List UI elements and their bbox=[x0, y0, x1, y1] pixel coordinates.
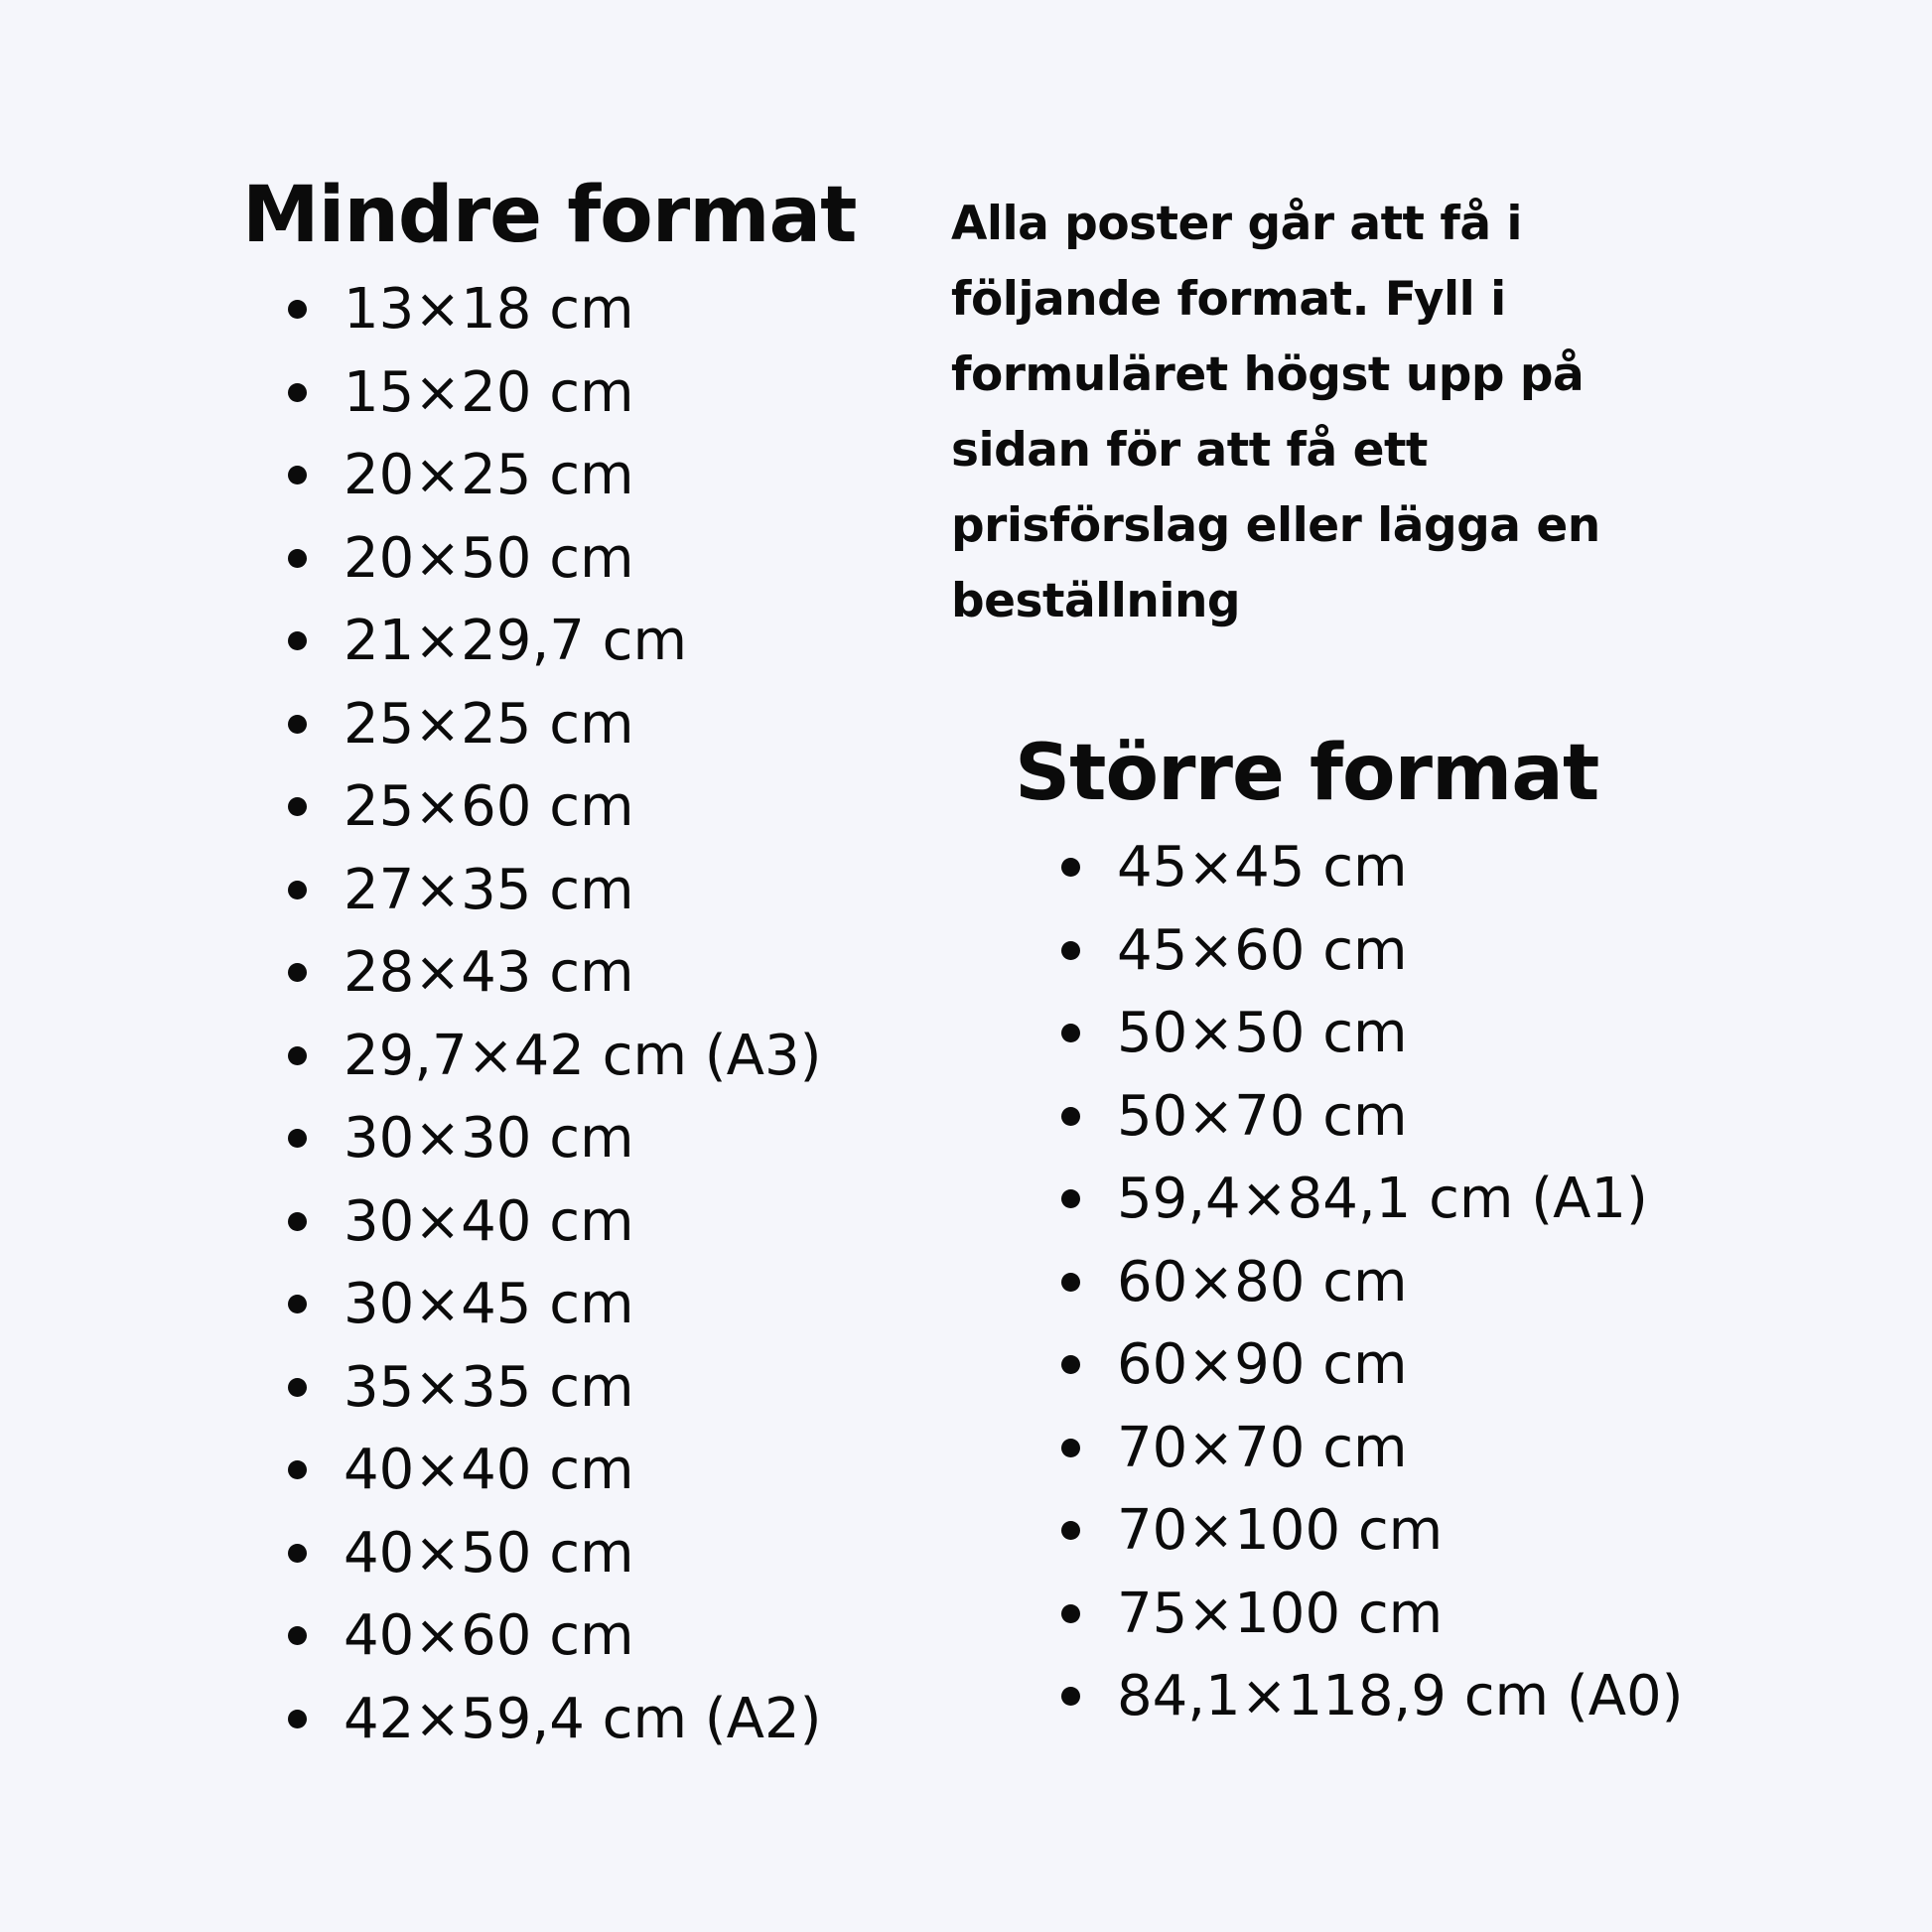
bullet-icon bbox=[1061, 1273, 1080, 1292]
bullet-icon bbox=[288, 1626, 307, 1645]
size-label: 15×20 cm bbox=[344, 359, 634, 425]
list-item bbox=[288, 268, 821, 351]
bullet-icon bbox=[288, 797, 307, 816]
size-label: 13×18 cm bbox=[344, 277, 634, 342]
list-item bbox=[288, 517, 821, 601]
size-label: 30×40 cm bbox=[344, 1188, 634, 1254]
size-label: 27×35 cm bbox=[344, 857, 634, 922]
size-label: 60×90 cm bbox=[1117, 1332, 1408, 1397]
large-formats-heading: Större format bbox=[1015, 729, 1599, 818]
list-item bbox=[288, 1180, 821, 1264]
bullet-icon bbox=[288, 1710, 307, 1728]
list-item bbox=[288, 1594, 821, 1678]
size-label: 30×30 cm bbox=[344, 1106, 634, 1171]
size-label: 35×35 cm bbox=[344, 1354, 634, 1420]
size-label: 25×25 cm bbox=[344, 691, 634, 757]
bullet-icon bbox=[288, 300, 307, 319]
bullet-icon bbox=[288, 881, 307, 899]
list-item bbox=[1061, 1573, 1684, 1656]
list-item bbox=[288, 1429, 821, 1512]
size-label: 50×70 cm bbox=[1117, 1083, 1408, 1149]
bullet-icon bbox=[1061, 1439, 1080, 1457]
list-item bbox=[1061, 1489, 1684, 1573]
bullet-icon bbox=[288, 715, 307, 734]
list-item bbox=[288, 600, 821, 683]
bullet-icon bbox=[288, 1129, 307, 1148]
size-label: 75×100 cm bbox=[1117, 1581, 1444, 1646]
list-item bbox=[288, 849, 821, 932]
list-item bbox=[1061, 992, 1684, 1075]
bullet-icon bbox=[288, 1544, 307, 1563]
size-label: 42×59,4 cm (A2) bbox=[344, 1686, 822, 1751]
list-item bbox=[1061, 909, 1684, 993]
size-label: 21×29,7 cm bbox=[344, 609, 688, 673]
small-formats-list bbox=[288, 268, 821, 1760]
list-item bbox=[288, 1346, 821, 1430]
intro-paragraph: Alla poster går att få i följande format. Fyll i formuläret högst upp på sidan för att få ett prisförslag eller lägga en beställning bbox=[951, 197, 1600, 628]
list-item bbox=[1061, 1158, 1684, 1241]
small-formats-heading: Mindre format bbox=[242, 171, 857, 260]
size-label: 50×50 cm bbox=[1117, 1001, 1408, 1065]
size-label: 40×60 cm bbox=[344, 1603, 634, 1668]
size-label: 40×40 cm bbox=[344, 1438, 634, 1502]
size-label: 45×45 cm bbox=[1117, 835, 1408, 899]
list-item bbox=[1061, 1323, 1684, 1407]
bullet-icon bbox=[288, 466, 307, 484]
bullet-icon bbox=[1061, 1355, 1080, 1374]
size-label: 28×43 cm bbox=[344, 940, 634, 1005]
bullet-icon bbox=[288, 963, 307, 982]
list-item bbox=[288, 1512, 821, 1595]
bullet-icon bbox=[1061, 858, 1080, 877]
bullet-icon bbox=[288, 631, 307, 650]
list-item bbox=[288, 1263, 821, 1346]
size-label: 20×50 cm bbox=[344, 525, 634, 591]
list-item bbox=[1061, 1241, 1684, 1324]
bullet-icon bbox=[288, 1295, 307, 1313]
list-item bbox=[288, 931, 821, 1015]
list-item bbox=[288, 765, 821, 849]
size-label: 29,7×42 cm (A3) bbox=[344, 1023, 822, 1088]
list-item bbox=[288, 683, 821, 766]
bullet-icon bbox=[1061, 1687, 1080, 1706]
bullet-icon bbox=[288, 1460, 307, 1479]
size-label: 59,4×84,1 cm (A1) bbox=[1117, 1167, 1648, 1231]
large-formats-list bbox=[1061, 826, 1684, 1738]
list-item bbox=[288, 434, 821, 517]
bullet-icon bbox=[288, 1212, 307, 1231]
size-label: 84,1×118,9 cm (A0) bbox=[1117, 1664, 1684, 1728]
list-item bbox=[1061, 1655, 1684, 1738]
list-item bbox=[1061, 826, 1684, 909]
list-item bbox=[288, 1015, 821, 1098]
bullet-icon bbox=[1061, 941, 1080, 960]
list-item bbox=[1061, 1407, 1684, 1490]
size-label: 40×50 cm bbox=[344, 1520, 634, 1586]
size-label: 20×25 cm bbox=[344, 443, 634, 507]
bullet-icon bbox=[1061, 1604, 1080, 1623]
bullet-icon bbox=[1061, 1189, 1080, 1208]
list-item bbox=[288, 1678, 821, 1761]
bullet-icon bbox=[288, 549, 307, 568]
size-label: 45×60 cm bbox=[1117, 917, 1408, 983]
list-item bbox=[288, 351, 821, 435]
bullet-icon bbox=[288, 1378, 307, 1397]
bullet-icon bbox=[288, 1046, 307, 1065]
list-item bbox=[1061, 1075, 1684, 1159]
list-item bbox=[288, 1097, 821, 1180]
bullet-icon bbox=[1061, 1521, 1080, 1540]
size-label: 70×70 cm bbox=[1117, 1415, 1408, 1480]
size-label: 60×80 cm bbox=[1117, 1249, 1408, 1314]
size-label: 25×60 cm bbox=[344, 774, 634, 839]
size-label: 30×45 cm bbox=[344, 1272, 634, 1336]
bullet-icon bbox=[1061, 1024, 1080, 1042]
bullet-icon bbox=[288, 383, 307, 402]
bullet-icon bbox=[1061, 1107, 1080, 1126]
size-label: 70×100 cm bbox=[1117, 1498, 1444, 1563]
